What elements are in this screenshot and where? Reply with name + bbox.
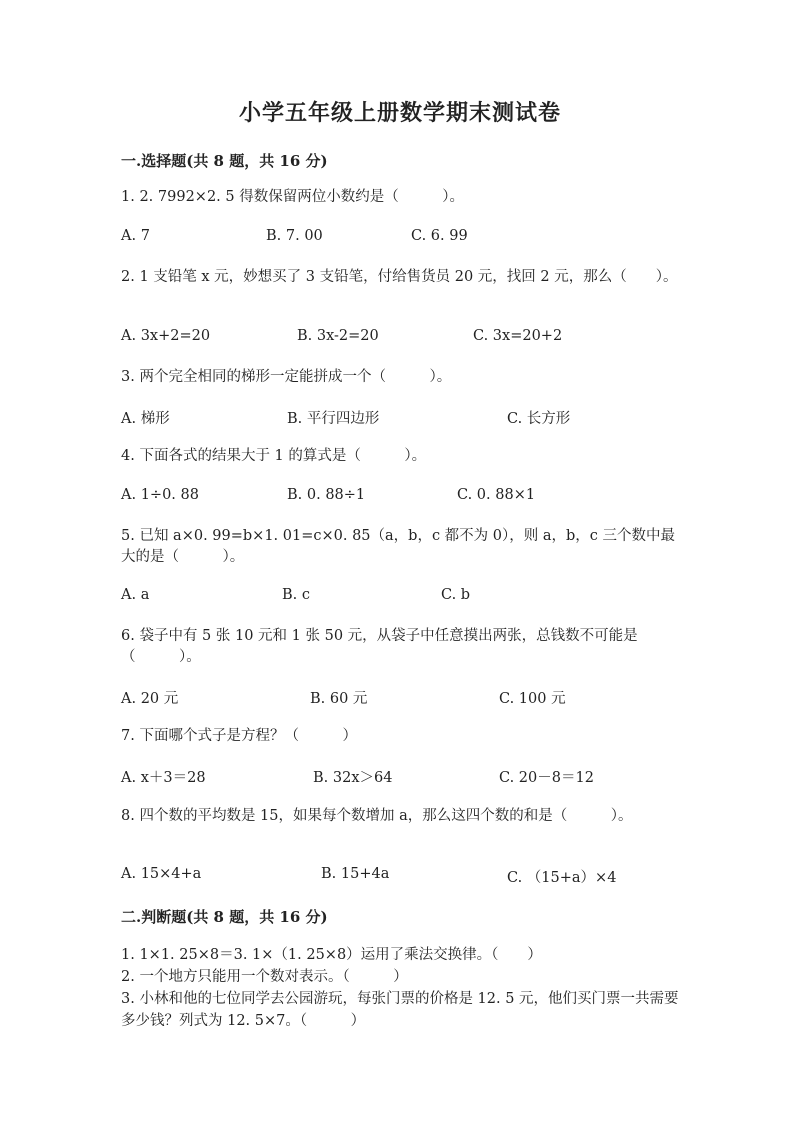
question-3: 3. 两个完全相同的梯形一定能拼成一个（ ）。 bbox=[121, 369, 452, 385]
option-c: C. 3x=20+2 bbox=[473, 328, 563, 344]
option-c: C. 6. 99 bbox=[411, 228, 468, 244]
option-a: A. 1÷0. 88 bbox=[121, 487, 199, 503]
option-b: B. 0. 88÷1 bbox=[287, 487, 366, 503]
option-b: B. c bbox=[282, 587, 310, 603]
option-b: B. 15+4a bbox=[321, 866, 390, 882]
question-8: 8. 四个数的平均数是 15，如果每个数增加 a，那么这四个数的和是（ ）。 bbox=[121, 808, 633, 824]
option-a: A. 7 bbox=[121, 228, 150, 244]
question-8-options bbox=[121, 866, 681, 888]
judgement-2: 2. 一个地方只能用一个数对表示。（ ） bbox=[121, 969, 408, 985]
question-5: 5. 已知 a×0. 99=b×1. 01=c×0. 85（a，b，c 都不为 0），则 a，b，c 三个数中最大的是（ ）。 bbox=[121, 528, 676, 565]
question-1: 1. 2. 7992×2. 5 得数保留两位小数约是（ ）。 bbox=[121, 189, 464, 205]
option-a: A. x＋3＝28 bbox=[121, 770, 206, 786]
question-3-options bbox=[121, 407, 681, 429]
option-a: A. 梯形 bbox=[121, 411, 170, 427]
judgement-1: 1. 1×1. 25×8＝3. 1×（1. 25×8）运用了乘法交换律。（ ） bbox=[121, 947, 542, 963]
section-heading-judgement: 二.判断题(共 8 题，共 16 分) bbox=[121, 908, 328, 926]
option-a: A. 15×4+a bbox=[121, 866, 202, 882]
question-2-options bbox=[121, 328, 681, 350]
option-c: C. b bbox=[441, 587, 471, 603]
page-title: 小学五年级上册数学期末测试卷 bbox=[238, 100, 561, 126]
question-2: 2. 1 支铅笔 x 元，妙想买了 3 支铅笔，付给售货员 20 元，找回 2 元，那么（ ）。 bbox=[121, 269, 678, 285]
option-b: B. 60 元 bbox=[310, 691, 368, 707]
question-5-options bbox=[121, 587, 681, 609]
option-b: B. 3x-2=20 bbox=[297, 328, 379, 344]
option-c: C. 长方形 bbox=[507, 411, 571, 427]
option-b: B. 平行四边形 bbox=[287, 411, 380, 427]
option-a: A. 20 元 bbox=[121, 691, 179, 707]
question-6-options bbox=[121, 687, 681, 709]
question-6: 6. 袋子中有 5 张 10 元和 1 张 50 元，从袋子中任意摸出两张，总钱数不可能是（ ）。 bbox=[121, 628, 638, 665]
option-c: C. （15+a）×4 bbox=[507, 870, 617, 886]
judgement-3: 3. 小林和他的七位同学去公园游玩，每张门票的价格是 12. 5 元，他们买门票一共需要多少钱？列式为 12. 5×7。（ ） bbox=[121, 991, 679, 1029]
section-heading-choice: 一.选择题(共 8 题，共 16 分) bbox=[121, 152, 328, 170]
question-4: 4. 下面各式的结果大于 1 的算式是（ ）。 bbox=[121, 448, 427, 464]
question-7-options bbox=[121, 766, 681, 788]
option-c: C. 100 元 bbox=[499, 691, 566, 707]
option-b: B. 32x＞64 bbox=[313, 770, 393, 786]
question-4-options bbox=[121, 487, 681, 509]
option-b: B. 7. 00 bbox=[266, 228, 323, 244]
question-1-options bbox=[121, 228, 681, 250]
option-c: C. 0. 88×1 bbox=[457, 487, 536, 503]
question-7: 7. 下面哪个式子是方程？（ ） bbox=[121, 728, 357, 744]
option-c: C. 20－8＝12 bbox=[499, 770, 594, 786]
option-a: A. 3x+2=20 bbox=[121, 328, 211, 344]
option-a: A. a bbox=[121, 587, 150, 603]
